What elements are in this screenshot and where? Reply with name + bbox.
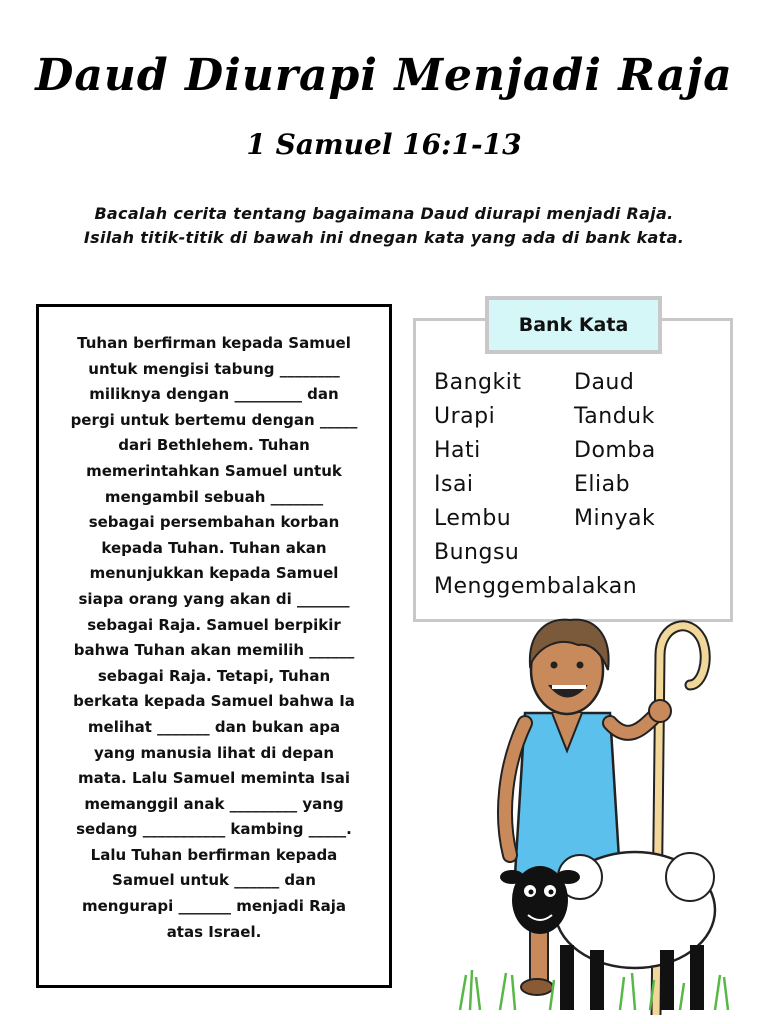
word-bank-word: Urapi [434,404,496,429]
story-line: memerintahkan Samuel untuk [86,461,342,480]
story-line: melihat _______ dan bukan apa [87,717,341,736]
story-line: mengurapi _______ menjadi Raja [81,897,347,916]
instruction-line: Bacalah cerita tentang bagaimana Daud diurapi menjadi Raja. [94,204,674,223]
story-line: untuk mengisi tabung ________ [88,359,340,378]
word-bank-word: Bungsu [434,540,520,565]
story-line: kepada Tuhan. Tuhan akan [101,538,327,557]
story-line: sedang ___________ kambing _____. [76,820,352,839]
shepherd-illustration [440,615,740,1015]
story-text [59,331,369,945]
scripture-reference: 1 Samuel 16:1-13 [246,128,522,161]
instructions [20,202,748,250]
story-line: mata. Lalu Samuel meminta Isai [78,769,350,788]
story-line: bahwa Tuhan akan memilih ______ [73,641,355,660]
word-bank-word: Bangkit [434,370,522,395]
story-line: miliknya dengan _________ dan [89,385,339,404]
story-line: sebagai Raja. Samuel berpikir [87,615,341,634]
story-line: Samuel untuk ______ dan [112,871,316,890]
word-bank-word: Isai [434,472,474,497]
instruction-line: Isilah titik-titik di bawah ini dnegan kata yang ada di bank kata. [83,228,685,247]
story-line: Lalu Tuhan berfirman kepada [90,845,338,864]
story-line: yang manusia lihat di depan [93,743,335,762]
word-bank-word: Daud [574,370,635,395]
word-bank-header: Bank Kata [485,296,662,354]
story-line: menunjukkan kepada Samuel [89,564,339,583]
story-line: memanggil anak _________ yang [84,794,344,813]
story-line: sebagai Raja. Tetapi, Tuhan [97,666,331,685]
word-bank-word: Hati [434,438,481,463]
word-bank-word: Eliab [574,472,631,497]
word-bank-word: Tanduk [574,404,655,429]
story-line: atas Israel. [166,922,262,941]
word-bank-word: Domba [574,438,656,463]
story-line: sebagai persembahan korban [88,513,340,532]
story-line: mengambil sebuah _______ [104,487,324,506]
word-bank-word: Lembu [434,506,512,531]
word-bank-word: Minyak [574,506,656,531]
word-bank-word: Menggembalakan [434,574,638,599]
story-line: Tuhan berfirman kepada Samuel [77,334,351,352]
story-line: berkata kepada Samuel bahwa Ia [73,692,355,711]
page-title: Daud Diurapi Menjadi Raja [35,50,733,101]
story-line: dari Bethlehem. Tuhan [118,436,310,455]
story-box [36,304,392,988]
story-line: pergi untuk bertemu dengan _____ [70,410,358,429]
story-line: siapa orang yang akan di _______ [78,589,350,608]
